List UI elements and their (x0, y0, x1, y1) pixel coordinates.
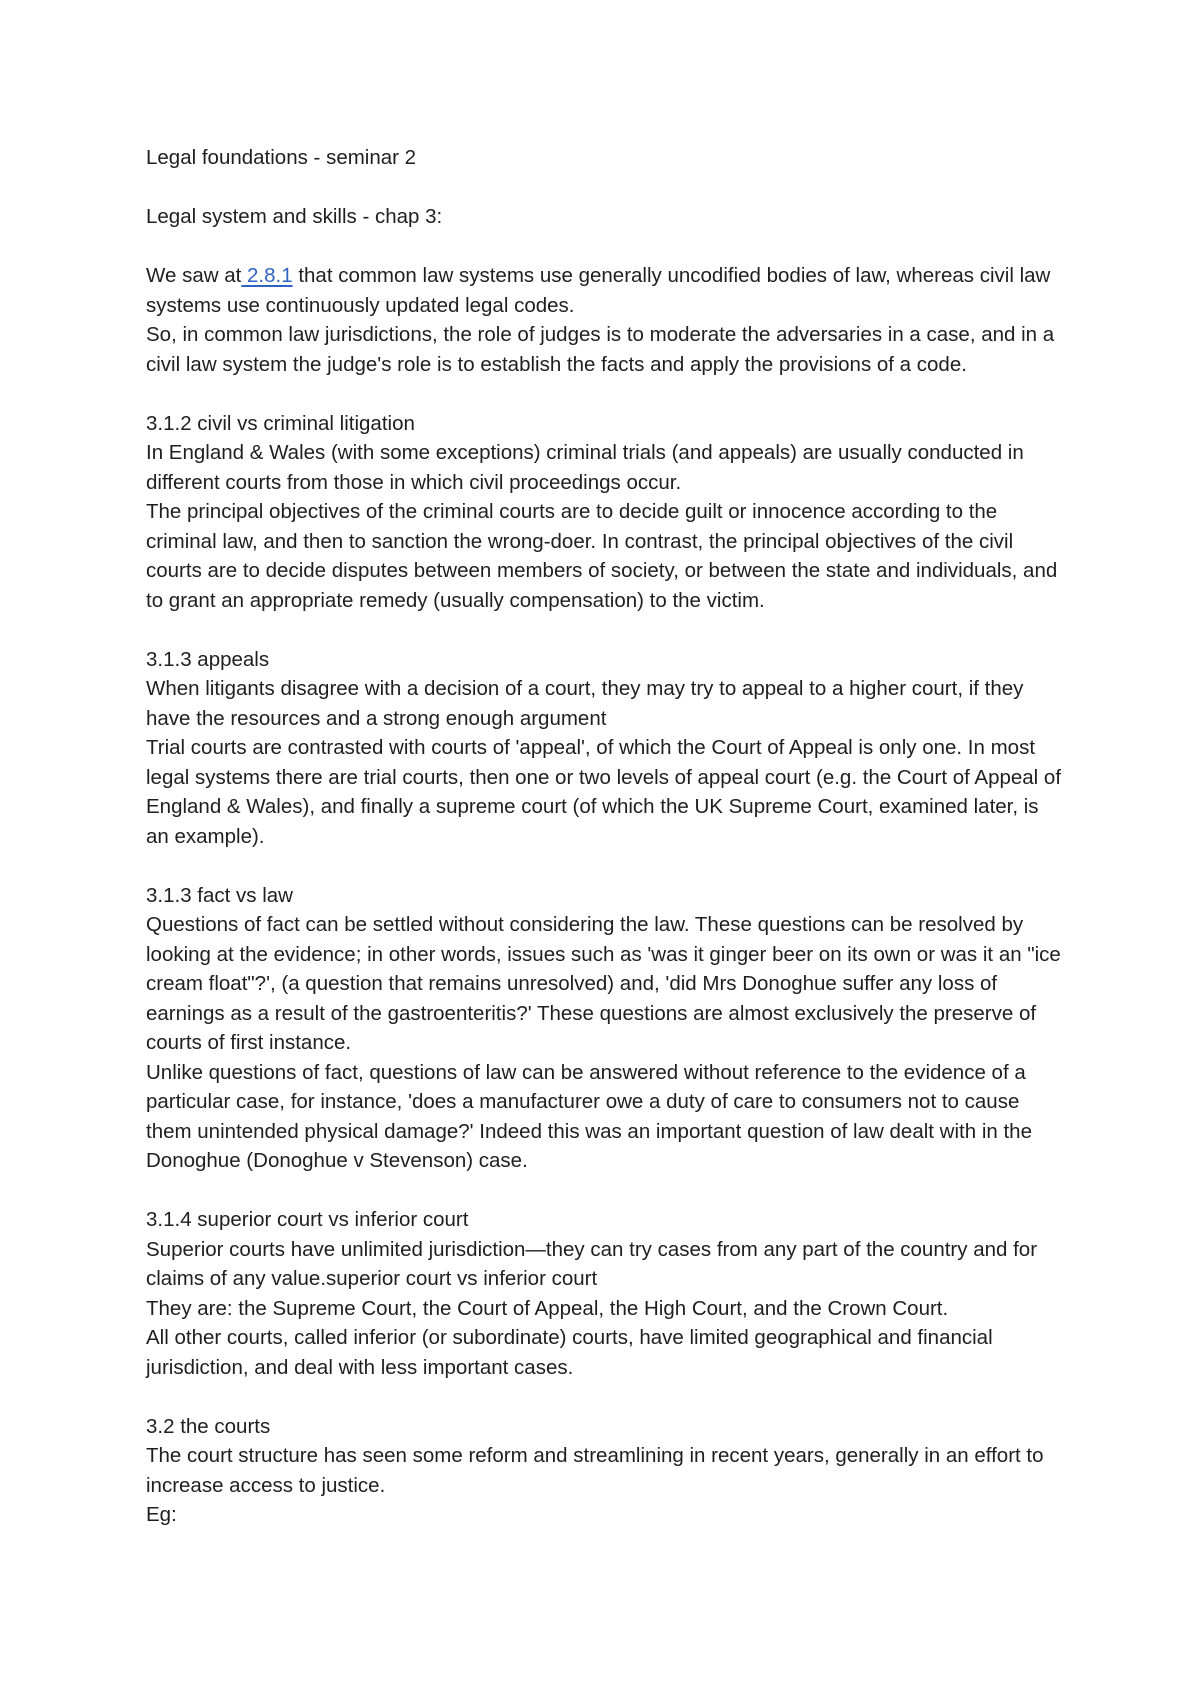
section-paragraph: In England & Wales (with some exceptions) criminal trials (and appeals) are usually conducted in different courts from those in which civil proceedings occur. (146, 441, 1024, 494)
spacer (146, 615, 1066, 645)
document-subtitle: Legal system and skills - chap 3: (146, 205, 443, 228)
section-heading: 3.1.3 appeals (146, 647, 270, 671)
section-paragraph: Trial courts are contrasted with courts of 'appeal', of which the Court of Appeal is only one. In most legal systems there are trial courts, then one or two levels of appeal court (e.g. the Court of Appeal of England & Wales), and finally a supreme court (of which the UK Supreme Court, examined later, is an example). (146, 736, 1062, 848)
section-heading: 3.1.3 fact vs law (146, 883, 293, 907)
intro-text-after-link: that common law systems use generally uncodified bodies of law, whereas civil law systems use continuously updated legal codes. (146, 264, 1051, 317)
intro-paragraph (146, 261, 1066, 320)
section-paragraph: All other courts, called inferior (or subordinate) courts, have limited geographical and financial jurisdiction, and deal with less important cases. (146, 1326, 993, 1379)
section-paragraph: Questions of fact can be settled without considering the law. These questions can be resolved by looking at the evidence; in other words, issues such as 'was it ginger beer on its own or was it an "ice cream float"?', (a question that remains unresolved) and, 'did Mrs Donoghue suffer any loss of earnings as a result of the gastroenteritis?' These questions are almost exclusively the preserve of courts of first instance. (146, 913, 1061, 1054)
section-paragraph: The principal objectives of the criminal courts are to decide guilt or innocence according to the criminal law, and then to sanction the wrong-doer. In contrast, the principal objectives of the civil courts are to decide disputes between members of society, or between the state and individuals, and to grant an appropriate remedy (usually compensation) to the victim. (146, 500, 1058, 612)
spacer (146, 1382, 1066, 1412)
spacer (146, 379, 1066, 409)
spacer (146, 1176, 1066, 1206)
section-heading: 3.1.4 superior court vs inferior court (146, 1208, 469, 1231)
section-paragraph: Superior courts have unlimited jurisdiction—they can try cases from any part of the country and for claims of any value.superior court vs inferior court (146, 1237, 1038, 1290)
document-body (146, 143, 1066, 1530)
section-paragraph: The court structure has seen some reform and streamlining in recent years, generally in an effort to increase access to justice. (146, 1444, 1044, 1497)
section-paragraph: Eg: (146, 1503, 177, 1526)
section-paragraph: Unlike questions of fact, questions of law can be answered without reference to the evidence of a particular case, for instance, 'does a manufacturer owe a duty of care to consumers not to cause them unintended physical damage?' Indeed this was an important question of law dealt with in the Donoghue (Donoghue v Stevenson) case. (146, 1060, 1032, 1172)
spacer (146, 173, 1066, 203)
section-paragraph: When litigants disagree with a decision of a court, they may try to appeal to a higher court, if they have the resources and a strong enough argument (146, 677, 1024, 730)
document-title: Legal foundations - seminar 2 (146, 146, 417, 169)
spacer (146, 232, 1066, 262)
spacer (146, 851, 1066, 881)
section-heading: 3.2 the courts (146, 1414, 271, 1438)
section-reference-link[interactable]: 2.8.1 (241, 264, 293, 287)
section-paragraph: They are: the Supreme Court, the Court of Appeal, the High Court, and the Crown Court. (146, 1296, 949, 1320)
intro-text-before-link: We saw at (146, 264, 242, 287)
intro-paragraph-2: So, in common law jurisdictions, the role of judges is to moderate the adversaries in a case, and in a civil law system the judge's role is to establish the facts and apply the provisions of a code. (146, 323, 1055, 376)
section-heading: 3.1.2 civil vs criminal litigation (146, 411, 415, 435)
